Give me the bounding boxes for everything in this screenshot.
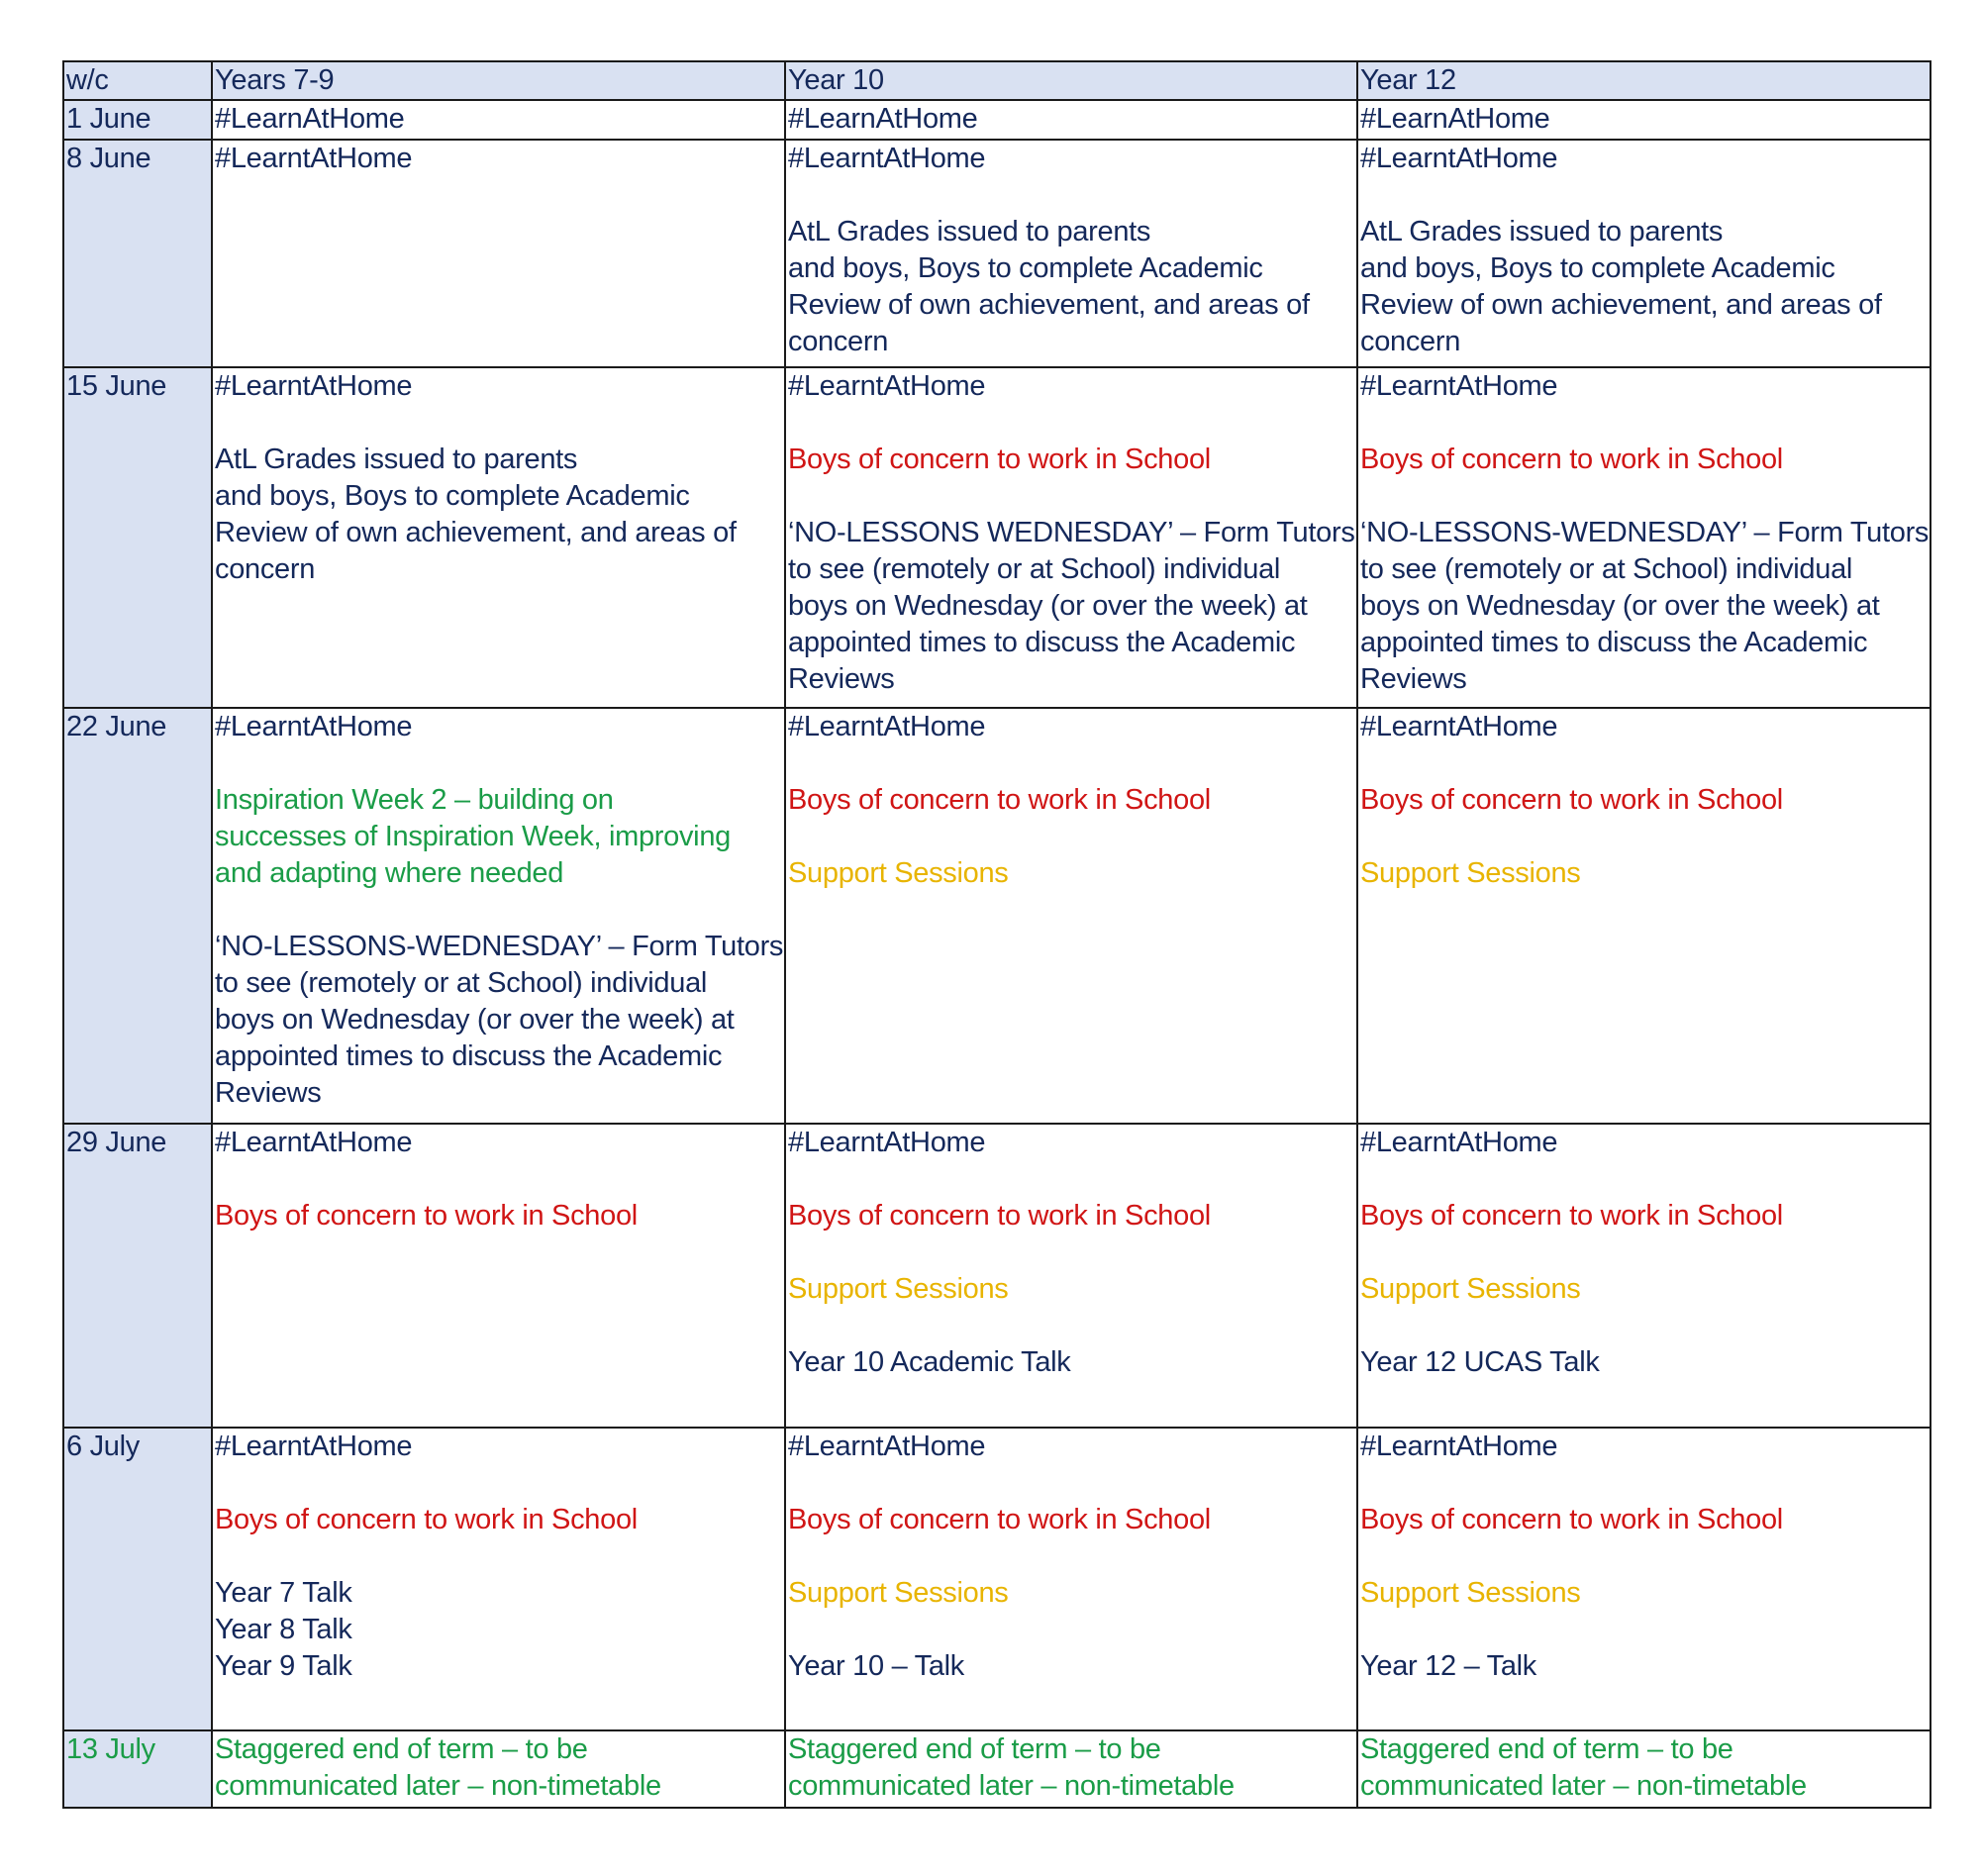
cell-line-concern: Boys of concern to work in School — [788, 444, 1211, 475]
week-cell: 6 July — [63, 1428, 212, 1730]
cell-line: #LearntAtHome — [215, 711, 413, 742]
header-years-7-9: Years 7-9 — [212, 61, 785, 100]
cell-line: #LearntAtHome — [215, 143, 413, 174]
cell-year-12 — [1357, 708, 1930, 1124]
cell-line: AtL Grades issued to parents — [1360, 216, 1724, 247]
cell-line-support: Support Sessions — [788, 857, 1009, 889]
cell-year-12 — [1357, 140, 1930, 367]
cell-years-7-9 — [212, 1124, 785, 1428]
cell-line-concern: Boys of concern to work in School — [1360, 1504, 1783, 1535]
table-row — [63, 1730, 1930, 1808]
cell-year-10 — [785, 708, 1357, 1124]
cell-line: concern — [788, 326, 889, 357]
cell-line: #LearnAtHome — [788, 103, 978, 135]
cell-line-end-of-term: Staggered end of term – to be — [788, 1733, 1161, 1765]
cell-line: Review of own achievement, and areas of — [788, 289, 1310, 321]
cell-year-10 — [785, 1428, 1357, 1730]
cell-line: #LearnAtHome — [215, 103, 405, 135]
cell-line: appointed times to discuss the Academic — [1360, 627, 1868, 658]
cell-line-inspiration: Inspiration Week 2 – building on — [215, 784, 614, 816]
cell-line: Year 9 Talk — [215, 1650, 352, 1682]
cell-line-support: Support Sessions — [1360, 1577, 1581, 1609]
cell-line: #LearntAtHome — [788, 370, 986, 402]
cell-year-12 — [1357, 1124, 1930, 1428]
header-row — [63, 61, 1930, 100]
cell-line-concern: Boys of concern to work in School — [788, 784, 1211, 816]
table-row — [63, 140, 1930, 367]
table-row — [63, 1428, 1930, 1730]
cell-line: AtL Grades issued to parents — [215, 444, 578, 475]
cell-line: Year 7 Talk — [215, 1577, 352, 1609]
cell-year-12 — [1357, 367, 1930, 708]
header-week: w/c — [63, 61, 212, 100]
cell-line: #LearntAtHome — [1360, 370, 1558, 402]
cell-years-7-9 — [212, 708, 785, 1124]
cell-years-7-9 — [212, 367, 785, 708]
cell-line-concern: Boys of concern to work in School — [215, 1200, 638, 1232]
cell-line: Review of own achievement, and areas of — [1360, 289, 1882, 321]
week-cell: 1 June — [63, 100, 212, 140]
cell-years-7-9 — [212, 140, 785, 367]
cell-line: #LearntAtHome — [1360, 143, 1558, 174]
cell-year-12 — [1357, 100, 1930, 140]
cell-line-concern: Boys of concern to work in School — [1360, 1200, 1783, 1232]
cell-line: boys on Wednesday (or over the week) at — [1360, 590, 1880, 622]
cell-line-support: Support Sessions — [1360, 1273, 1581, 1305]
cell-line: #LearntAtHome — [788, 1127, 986, 1158]
cell-line-end-of-term: Staggered end of term – to be — [215, 1733, 588, 1765]
cell-line: ‘NO-LESSONS-WEDNESDAY’ – Form Tutors — [215, 931, 784, 962]
cell-line: Reviews — [788, 663, 895, 695]
cell-line-concern: Boys of concern to work in School — [788, 1504, 1211, 1535]
cell-line: ‘NO-LESSONS-WEDNESDAY’ – Form Tutors — [1360, 517, 1930, 548]
cell-line: #LearntAtHome — [215, 1431, 413, 1462]
cell-line: #LearntAtHome — [1360, 711, 1558, 742]
week-cell: 29 June — [63, 1124, 212, 1428]
cell-line: Year 8 Talk — [215, 1614, 352, 1645]
cell-line-end-of-term: communicated later – non-timetable — [788, 1770, 1235, 1802]
cell-years-7-9 — [212, 1428, 785, 1730]
week-cell: 8 June — [63, 140, 212, 367]
schedule-table — [62, 60, 1931, 1809]
cell-line: Review of own achievement, and areas of — [215, 517, 737, 548]
cell-line: Year 12 – Talk — [1360, 1650, 1536, 1682]
cell-line: #LearnAtHome — [1360, 103, 1550, 135]
cell-line: #LearntAtHome — [1360, 1431, 1558, 1462]
table-row — [63, 708, 1930, 1124]
cell-line-concern: Boys of concern to work in School — [1360, 784, 1783, 816]
cell-line: to see (remotely or at School) individual — [788, 553, 1281, 585]
cell-years-7-9 — [212, 100, 785, 140]
cell-line-inspiration: successes of Inspiration Week, improving — [215, 821, 731, 852]
cell-line: #LearntAtHome — [788, 143, 986, 174]
cell-line: #LearntAtHome — [788, 711, 986, 742]
cell-year-10 — [785, 100, 1357, 140]
cell-line-concern: Boys of concern to work in School — [788, 1200, 1211, 1232]
cell-line: Year 10 – Talk — [788, 1650, 964, 1682]
cell-line: #LearntAtHome — [788, 1431, 986, 1462]
week-cell: 15 June — [63, 367, 212, 708]
cell-line: to see (remotely or at School) individual — [1360, 553, 1853, 585]
cell-line: Year 10 Academic Talk — [788, 1346, 1071, 1378]
cell-year-10 — [785, 1730, 1357, 1808]
header-year-12: Year 12 — [1357, 61, 1930, 100]
cell-line: Reviews — [215, 1077, 322, 1109]
cell-line: concern — [1360, 326, 1461, 357]
cell-line: and boys, Boys to complete Academic — [215, 480, 690, 512]
cell-line: appointed times to discuss the Academic — [215, 1040, 723, 1072]
cell-line-inspiration: and adapting where needed — [215, 857, 564, 889]
week-cell: 22 June — [63, 708, 212, 1124]
table-row — [63, 1124, 1930, 1428]
table-row — [63, 367, 1930, 708]
cell-line-end-of-term: communicated later – non-timetable — [1360, 1770, 1807, 1802]
cell-line-end-of-term: Staggered end of term – to be — [1360, 1733, 1733, 1765]
cell-line: Year 12 UCAS Talk — [1360, 1346, 1600, 1378]
cell-line-support: Support Sessions — [1360, 857, 1581, 889]
table-row — [63, 100, 1930, 140]
cell-line-support: Support Sessions — [788, 1577, 1009, 1609]
cell-years-7-9 — [212, 1730, 785, 1808]
cell-line-end-of-term: communicated later – non-timetable — [215, 1770, 661, 1802]
cell-line: ‘NO-LESSONS WEDNESDAY’ – Form Tutors — [788, 517, 1355, 548]
cell-year-10 — [785, 367, 1357, 708]
cell-year-12 — [1357, 1428, 1930, 1730]
cell-line: #LearntAtHome — [1360, 1127, 1558, 1158]
header-year-10: Year 10 — [785, 61, 1357, 100]
cell-line-concern: Boys of concern to work in School — [215, 1504, 638, 1535]
cell-line: appointed times to discuss the Academic — [788, 627, 1296, 658]
cell-line: Reviews — [1360, 663, 1467, 695]
cell-line: concern — [215, 553, 316, 585]
cell-line: and boys, Boys to complete Academic — [1360, 252, 1835, 284]
cell-line: #LearntAtHome — [215, 1127, 413, 1158]
cell-line-concern: Boys of concern to work in School — [1360, 444, 1783, 475]
cell-line: boys on Wednesday (or over the week) at — [215, 1004, 735, 1036]
cell-year-10 — [785, 1124, 1357, 1428]
cell-line: boys on Wednesday (or over the week) at — [788, 590, 1308, 622]
week-cell: 13 July — [63, 1730, 212, 1808]
cell-line: to see (remotely or at School) individual — [215, 967, 708, 999]
cell-line: and boys, Boys to complete Academic — [788, 252, 1263, 284]
cell-line: AtL Grades issued to parents — [788, 216, 1151, 247]
cell-line-support: Support Sessions — [788, 1273, 1009, 1305]
cell-year-12 — [1357, 1730, 1930, 1808]
cell-year-10 — [785, 140, 1357, 367]
cell-line: #LearntAtHome — [215, 370, 413, 402]
